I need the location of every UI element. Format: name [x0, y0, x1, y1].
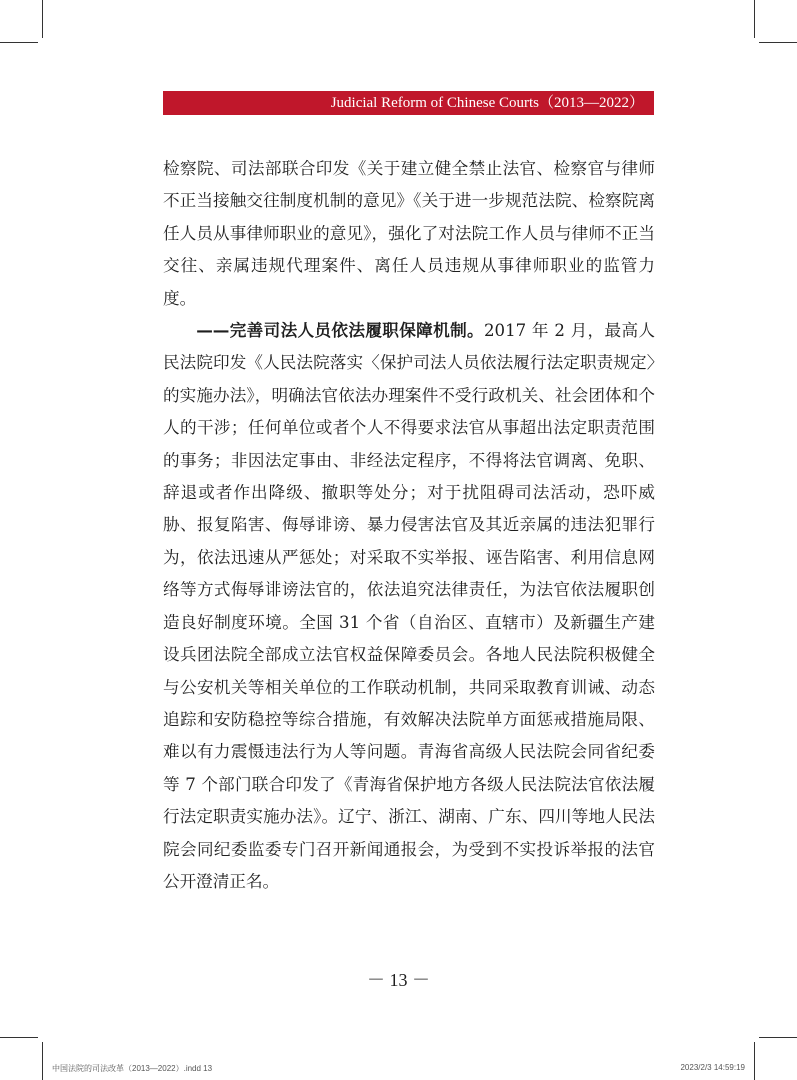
page-number: － 13 －	[367, 970, 430, 990]
crop-mark	[0, 1037, 38, 1038]
crop-mark	[759, 1037, 797, 1038]
crop-mark	[759, 42, 797, 43]
running-header: Judicial Reform of Chinese Courts（2013—2022）	[163, 91, 654, 115]
crop-mark	[754, 0, 755, 38]
print-slug-timestamp: 2023/2/3 14:59:19	[680, 1063, 745, 1072]
crop-mark	[754, 1042, 755, 1080]
crop-mark	[0, 42, 38, 43]
paragraph-text: 2017 年 2 月，最高人民法院印发《人民法院落实〈保护司法人员依法履行法定职责规定〉的实施办法》，明确法官依法办理案件不受行政机关、社会团体和个人的干涉；任何单位或者个人不得要求法官从事超出法定职责范围的事务；非因法定事由、非经法定程序，不得将法官调离、免职、辞退或者作出降级、撤职等处分；对于扰阻碍司法活动，恐吓威胁、报复陷害、侮辱诽谤、暴力侵害法官及其近亲属的违法犯罪行为，依法迅速从严惩处；对采取不实举报、诬告陷害、利用信息网络等方式侮辱诽谤法官的，依法追究法律责任，为法官依法履职创造良好制度环境。全国 31 个省（自治区、直辖市）及新疆生产建设兵团法院全部成立法官权益保障委员会。各地人民法院积极健全与公安机关等相关单位的工作联动机制，共同采取教育训诫、动态追踪和安防稳控等综合措施，有效解决法院单方面惩戒措施局限、难以有力震慑违法行为人等问题。青海省高级人民法院会同省纪委等 7 个部门联合印发了《青海省保护地方各级人民法院法官依法履行法定职责实施办法》。辽宁、浙江、湖南、广东、四川等地人民法院会同纪委监委专门召开新闻通报会，为受到不实投诉举报的法官公开澄清正名。	[163, 321, 655, 891]
crop-mark	[42, 1042, 43, 1080]
paragraph: 检察院、司法部联合印发《关于建立健全禁止法官、检察官与律师不正当接触交往制度机制的意见》《关于进一步规范法院、检察院离任人员从事律师职业的意见》，强化了对法院工作人员与律师不正当交往、亲属违规代理案件、离任人员违规从事律师职业的监管力度。	[163, 159, 655, 308]
page-body	[163, 153, 655, 898]
crop-mark	[42, 0, 43, 38]
paragraph	[163, 315, 655, 898]
paragraph-lead: ——完善司法人员依法履职保障机制。	[196, 321, 484, 341]
print-slug-file: 中国法院的司法改革（2013—2022）.indd 13	[52, 1064, 213, 1073]
